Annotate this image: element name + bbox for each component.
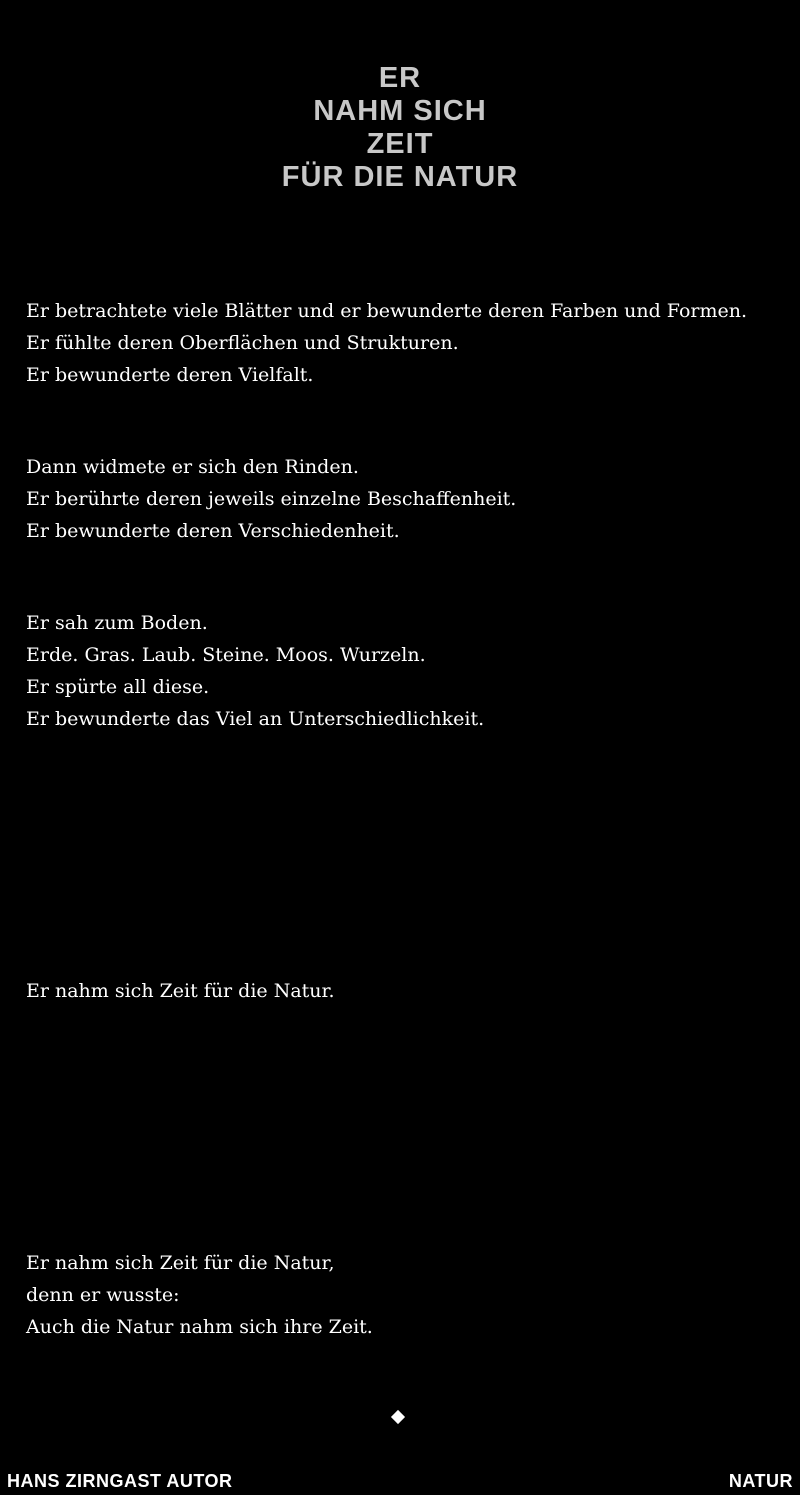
footer-nav [0,1470,800,1492]
category-link-natur[interactable]: NATUR [728,1471,793,1491]
poem-line: Er spürte all diese. [26,676,210,698]
poem-line: Er nahm sich Zeit für die Natur, [26,1252,335,1274]
poem-line: Dann widmete er sich den Rinden. [26,456,359,478]
poem-title [0,62,800,194]
poem-line: Er sah zum Boden. [26,612,208,634]
poem-line: Er betrachtete viele Blätter und er bewunderte deren Farben und Formen. [26,300,748,322]
author-home-link[interactable]: HANS ZIRNGAST AUTOR [7,1471,233,1491]
stanza-4 [26,975,335,1007]
poem-line: Er nahm sich Zeit für die Natur. [26,980,335,1002]
stanza-1 [26,295,747,391]
stanza-2 [26,451,516,547]
poem-line: denn er wusste: [26,1284,180,1306]
stanza-5 [26,1247,373,1343]
title-line: FÜR DIE NATUR [281,161,519,193]
title-line: NAHM SICH [313,95,487,127]
poem-line: Erde. Gras. Laub. Steine. Moos. Wurzeln. [26,644,426,666]
poem-line: Er bewunderte das Viel an Unterschiedlichkeit. [26,708,485,730]
stanza-3 [26,607,484,735]
poem-line: Er fühlte deren Oberflächen und Strukturen. [26,332,459,354]
poem-line: Er bewunderte deren Verschiedenheit. [26,520,400,542]
poem-line: Er berührte deren jeweils einzelne Beschaffenheit. [26,488,517,510]
poem-line: Auch die Natur nahm sich ihre Zeit. [26,1316,373,1338]
diamond-icon [391,1410,405,1424]
title-line: ER [378,62,422,94]
poem-line: Er bewunderte deren Vielfalt. [26,364,314,386]
title-line: ZEIT [366,128,434,160]
